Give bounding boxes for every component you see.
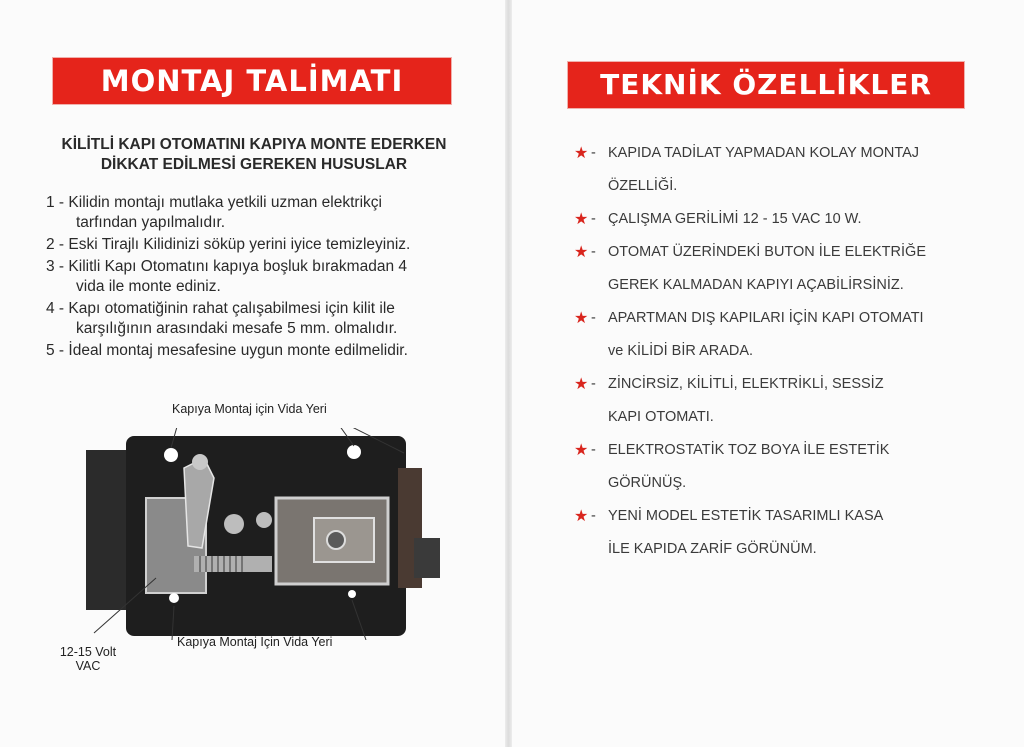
feature-item (574, 203, 1014, 236)
assembly-instructions-banner: MONTAJ TALİMATI (53, 58, 451, 104)
star-icon: ★ (574, 211, 589, 228)
feature-text: ELEKTROSTATİK TOZ BOYA İLE ESTETİK (608, 442, 890, 458)
feature-text-continued: KAPI OTOMATI. (608, 409, 714, 425)
lever-pivot (192, 454, 208, 470)
instruction-step (46, 299, 476, 339)
step-number: 5 - (46, 342, 65, 359)
cam-wheel-2 (256, 512, 272, 528)
screw-hole-top-right (347, 445, 361, 459)
step-text: Kapı otomatiğinin rahat çalışabilmesi için kilit ile (68, 300, 395, 317)
bullet-dash: - (591, 376, 596, 392)
feature-text: OTOMAT ÜZERİNDEKİ BUTON İLE ELEKTRİĞE (608, 244, 926, 260)
feature-text: APARTMAN DIŞ KAPILARI İÇİN KAPI OTOMATI (608, 310, 924, 326)
feature-list (574, 137, 1014, 566)
step-text-continued: karşılığının arasındaki mesafe 5 mm. olmalıdır. (76, 320, 398, 337)
feature-text: ZİNCİRSİZ, KİLİTLİ, ELEKTRİKLİ, SESSİZ (608, 376, 884, 392)
voltage-caption (58, 645, 118, 673)
star-icon: ★ (574, 508, 589, 525)
step-number: 3 - (46, 258, 65, 275)
subheading-line-1: KİLİTLİ KAPI OTOMATINI KAPIYA MONTE EDERKEN (61, 136, 447, 153)
screw-hole-bottom-left (169, 593, 179, 603)
star-icon: ★ (574, 310, 589, 327)
star-icon: ★ (574, 244, 589, 261)
screw-hole-bottom-right (348, 590, 356, 598)
technical-specs-banner: TEKNİK ÖZELLİKLER (568, 62, 964, 108)
voltage-caption-line-1: 12-15 Volt (59, 645, 117, 659)
star-icon: ★ (574, 376, 589, 393)
bullet-dash: - (591, 145, 596, 161)
instruction-step (46, 235, 476, 255)
feature-text-continued: GÖRÜNÜŞ. (608, 475, 687, 491)
bullet-dash: - (591, 244, 596, 260)
instruction-step (46, 193, 476, 233)
feature-text-continued: GEREK KALMADAN KAPIYI AÇABİLİRSİNİZ. (608, 277, 904, 293)
feature-item (574, 434, 1014, 500)
step-text: İdeal montaj mesafesine uygun monte edilmelidir. (68, 342, 408, 359)
feature-text: YENİ MODEL ESTETİK TASARIMLI KASA (608, 508, 884, 524)
feature-item (574, 302, 1014, 368)
lock-diagram (84, 428, 440, 640)
feature-item (574, 236, 1014, 302)
instruction-step (46, 341, 476, 361)
feature-text-continued: İLE KAPIDA ZARİF GÖRÜNÜM. (608, 541, 817, 557)
feature-item (574, 368, 1014, 434)
bullet-dash: - (591, 442, 596, 458)
step-text-continued: tarfından yapılmalıdır. (76, 214, 226, 231)
instruction-steps (46, 193, 476, 363)
step-text: Kilitli Kapı Otomatını kapıya boşluk bırakmadan 4 (68, 258, 407, 275)
feature-text-continued: ve KİLİDİ BİR ARADA. (608, 343, 754, 359)
subheading-line-2: DİKKAT EDİLMESİ GEREKEN HUSUSLAR (100, 156, 408, 173)
screw-location-caption-top: Kapıya Montaj için Vida Yeri (172, 402, 327, 416)
feature-text-continued: ÖZELLİĞİ. (608, 178, 678, 194)
cam-wheel (224, 514, 244, 534)
step-number: 2 - (46, 236, 65, 253)
bullet-dash: - (591, 211, 596, 227)
screw-location-caption-bottom: Kapıya Montaj İçin Vida Yeri (177, 635, 333, 649)
feature-item (574, 137, 1014, 203)
voltage-caption-line-2: VAC (75, 659, 101, 673)
instruction-step (46, 257, 476, 297)
step-text: Eski Tirajlı Kilidinizi söküp yerini iyice temizleyiniz. (68, 236, 411, 253)
bolt-end (414, 538, 440, 578)
bullet-dash: - (591, 508, 596, 524)
step-number: 1 - (46, 194, 65, 211)
step-text-continued: vida ile monte ediniz. (76, 278, 221, 295)
screw-hole-top-left (164, 448, 178, 462)
star-icon: ★ (574, 145, 589, 162)
latch-pivot (327, 531, 345, 549)
star-icon: ★ (574, 442, 589, 459)
step-number: 4 - (46, 300, 65, 317)
page-fold (505, 0, 512, 747)
feature-text: KAPIDA TADİLAT YAPMADAN KOLAY MONTAJ (608, 145, 920, 161)
feature-text: ÇALIŞMA GERİLİMİ 12 - 15 VAC 10 W. (608, 211, 862, 227)
step-text: Kilidin montajı mutlaka yetkili uzman elektrikçi (68, 194, 382, 211)
bullet-dash: - (591, 310, 596, 326)
feature-item (574, 500, 1014, 566)
